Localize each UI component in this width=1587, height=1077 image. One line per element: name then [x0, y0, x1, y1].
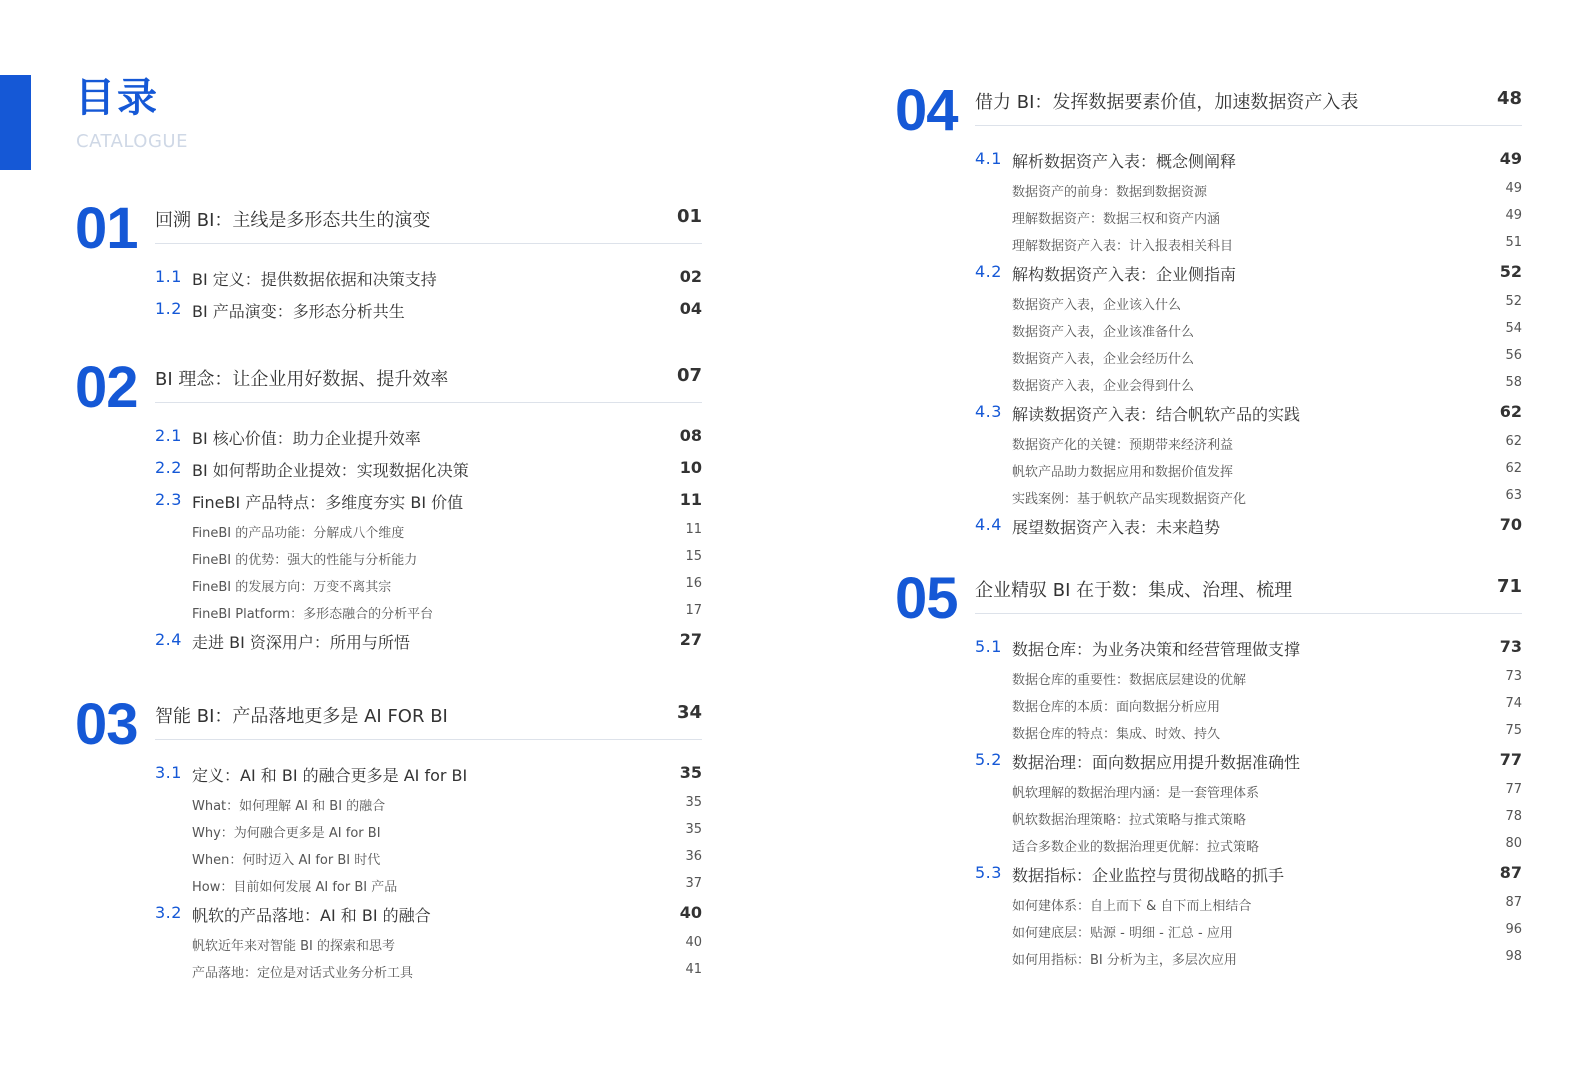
subsection-page-number: 35: [685, 795, 702, 810]
section-title: 解析数据资产入表：概念侧阐释: [1012, 152, 1237, 171]
section-entry[interactable]: [975, 858, 1522, 890]
subsection-page-number: 54: [1505, 321, 1522, 336]
subsection-entry[interactable]: [155, 957, 702, 984]
chapter-entries: [155, 262, 702, 326]
chapter-04: [895, 78, 1522, 542]
subsection-title: What：如何理解 AI 和 BI 的融合: [192, 799, 386, 814]
subsection-entry[interactable]: [975, 718, 1522, 745]
subsection-page-number: 49: [1505, 181, 1522, 196]
subsection-page-number: 75: [1505, 723, 1522, 738]
subsection-title: FineBI Platform：多形态融合的分析平台: [192, 607, 434, 622]
subsection-title: FineBI 的发展方向：万变不离其宗: [192, 580, 392, 595]
section-page-number: 62: [1499, 402, 1522, 421]
section-number: 2.4: [155, 630, 182, 649]
section-number: 2.1: [155, 426, 182, 445]
subsection-entry[interactable]: [975, 370, 1522, 397]
subsection-title: 适合多数企业的数据治理更优解：拉式策略: [1012, 840, 1260, 855]
section-page-number: 77: [1499, 750, 1522, 769]
section-title: 数据治理：面向数据应用提升数据准确性: [1012, 753, 1301, 772]
subsection-title: How：目前如何发展 AI for BI 产品: [192, 880, 398, 895]
subsection-title: When：何时迈入 AI for BI 时代: [192, 853, 381, 868]
subsection-entry[interactable]: [155, 817, 702, 844]
subsection-entry[interactable]: [975, 777, 1522, 804]
section-title: BI 如何帮助企业提效：实现数据化决策: [192, 461, 469, 480]
section-page-number: 08: [679, 426, 702, 445]
subsection-entry[interactable]: [975, 890, 1522, 917]
subsection-entry[interactable]: [975, 831, 1522, 858]
subsection-page-number: 73: [1505, 669, 1522, 684]
section-page-number: 27: [679, 630, 702, 649]
subsection-title: 数据资产入表，企业该准备什么: [1012, 325, 1195, 340]
section-number: 4.3: [975, 402, 1002, 421]
section-title: BI 产品演变：多形态分析共生: [192, 302, 405, 321]
section-number: 3.1: [155, 763, 182, 782]
section-number: 5.2: [975, 750, 1002, 769]
section-number: 2.2: [155, 458, 182, 477]
chapter-divider: [975, 125, 1522, 126]
subsection-title: 如何用指标：BI 分析为主，多层次应用: [1012, 953, 1237, 968]
section-page-number: 11: [679, 490, 702, 509]
subsection-entry[interactable]: [975, 176, 1522, 203]
section-entry[interactable]: [155, 758, 702, 790]
chapter-02: [75, 355, 702, 657]
subsection-page-number: 98: [1505, 949, 1522, 964]
subsection-entry[interactable]: [975, 804, 1522, 831]
section-number: 1.2: [155, 299, 182, 318]
subsection-title: 数据资产入表，企业会得到什么: [1012, 379, 1195, 394]
section-number: 2.3: [155, 490, 182, 509]
chapter-number: 05: [895, 566, 958, 631]
chapter-number: 01: [75, 196, 138, 261]
section-entry[interactable]: [975, 257, 1522, 289]
section-entry[interactable]: [975, 510, 1522, 542]
subsection-title: 数据资产化的关键：预期带来经济利益: [1012, 438, 1234, 453]
subsection-entry[interactable]: [975, 203, 1522, 230]
subsection-entry[interactable]: [975, 456, 1522, 483]
subsection-page-number: 52: [1505, 294, 1522, 309]
section-entry[interactable]: [155, 262, 702, 294]
toc-right-column: [895, 78, 1522, 971]
section-title: 数据指标：企业监控与贯彻战略的抓手: [1012, 866, 1285, 885]
chapter-title: BI 理念：让企业用好数据、提升效率: [155, 369, 449, 390]
section-page-number: 70: [1499, 515, 1522, 534]
chapter-heading[interactable]: [895, 78, 1522, 144]
chapter-divider: [155, 243, 702, 244]
chapter-divider: [975, 613, 1522, 614]
subsection-page-number: 63: [1505, 488, 1522, 503]
subsection-page-number: 41: [685, 962, 702, 977]
chapter-entries: [155, 421, 702, 657]
subsection-entry[interactable]: [975, 343, 1522, 370]
chapter-divider: [155, 739, 702, 740]
subsection-title: 实践案例：基于帆软产品实现数据资产化: [1012, 492, 1247, 507]
subsection-page-number: 37: [685, 876, 702, 891]
subsection-page-number: 62: [1505, 461, 1522, 476]
section-entry[interactable]: [975, 632, 1522, 664]
chapter-title: 企业精驭 BI 在于数：集成、治理、梳理: [975, 580, 1293, 601]
section-entry[interactable]: [975, 397, 1522, 429]
chapter-page-number: 48: [1496, 88, 1522, 109]
subsection-entry[interactable]: [975, 316, 1522, 343]
section-title: BI 定义：提供数据依据和决策支持: [192, 270, 437, 289]
section-title: 帆软的产品落地：AI 和 BI 的融合: [192, 906, 431, 925]
subsection-page-number: 49: [1505, 208, 1522, 223]
subsection-entry[interactable]: [155, 571, 702, 598]
chapter-05: [895, 566, 1522, 971]
subsection-page-number: 80: [1505, 836, 1522, 851]
subsection-entry[interactable]: [975, 944, 1522, 971]
chapter-page-number: 07: [676, 365, 702, 386]
chapter-page-number: 34: [676, 702, 702, 723]
section-number: 4.4: [975, 515, 1002, 534]
chapter-divider: [155, 402, 702, 403]
chapter-entries: [155, 758, 702, 984]
section-title: FineBI 产品特点：多维度夯实 BI 价值: [192, 493, 464, 512]
chapter-03: [75, 692, 702, 984]
section-page-number: 35: [679, 763, 702, 782]
subsection-title: 如何建底层：贴源 - 明细 - 汇总 - 应用: [1012, 926, 1233, 941]
section-entry[interactable]: [155, 625, 702, 657]
subsection-title: 数据资产的前身：数据到数据资源: [1012, 185, 1208, 200]
section-title: 解构数据资产入表：企业侧指南: [1012, 265, 1237, 284]
subsection-page-number: 78: [1505, 809, 1522, 824]
subsection-title: FineBI 的产品功能：分解成八个维度: [192, 526, 405, 541]
section-number: 4.1: [975, 149, 1002, 168]
subsection-entry[interactable]: [975, 289, 1522, 316]
section-title: 定义：AI 和 BI 的融合更多是 AI for BI: [192, 766, 468, 785]
subsection-title: 产品落地：定位是对话式业务分析工具: [192, 966, 414, 981]
section-page-number: 49: [1499, 149, 1522, 168]
subsection-title: FineBI 的优势：强大的性能与分析能力: [192, 553, 418, 568]
subsection-title: 帆软数据治理策略：拉式策略与推式策略: [1012, 813, 1247, 828]
subsection-title: 数据仓库的特点：集成、时效、持久: [1012, 727, 1221, 742]
chapter-heading[interactable]: [75, 355, 702, 421]
subsection-page-number: 51: [1505, 235, 1522, 250]
subsection-entry[interactable]: [155, 517, 702, 544]
subsection-page-number: 96: [1505, 922, 1522, 937]
section-number: 5.3: [975, 863, 1002, 882]
section-entry[interactable]: [155, 421, 702, 453]
subsection-page-number: 11: [685, 522, 702, 537]
chapter-page-number: 01: [676, 206, 702, 227]
chapter-entries: [975, 632, 1522, 971]
subsection-title: 帆软理解的数据治理内涵：是一套管理体系: [1012, 786, 1260, 801]
chapter-number: 04: [895, 78, 958, 143]
subsection-entry[interactable]: [155, 871, 702, 898]
subsection-page-number: 77: [1505, 782, 1522, 797]
subsection-page-number: 74: [1505, 696, 1522, 711]
page-subtitle: CATALOGUE: [76, 131, 188, 152]
chapter-heading[interactable]: [75, 196, 702, 262]
section-number: 5.1: [975, 637, 1002, 656]
chapter-heading[interactable]: [75, 692, 702, 758]
section-title: 走进 BI 资深用户：所用与所悟: [192, 633, 410, 652]
section-title: 展望数据资产入表：未来趋势: [1012, 518, 1221, 537]
subsection-title: 数据资产入表，企业会经历什么: [1012, 352, 1195, 367]
subsection-entry[interactable]: [975, 483, 1522, 510]
subsection-page-number: 62: [1505, 434, 1522, 449]
subsection-title: 数据仓库的本质：面向数据分析应用: [1012, 700, 1221, 715]
section-page-number: 52: [1499, 262, 1522, 281]
subsection-page-number: 40: [685, 935, 702, 950]
subsection-entry[interactable]: [975, 917, 1522, 944]
chapter-number: 03: [75, 692, 138, 757]
section-entry[interactable]: [155, 485, 702, 517]
subsection-page-number: 56: [1505, 348, 1522, 363]
subsection-entry[interactable]: [155, 790, 702, 817]
chapter-01: [75, 196, 702, 326]
section-page-number: 40: [679, 903, 702, 922]
subsection-page-number: 36: [685, 849, 702, 864]
section-entry[interactable]: [155, 294, 702, 326]
section-page-number: 02: [679, 267, 702, 286]
chapter-title: 智能 BI：产品落地更多是 AI FOR BI: [155, 706, 448, 727]
section-entry[interactable]: [975, 745, 1522, 777]
subsection-title: 数据仓库的重要性：数据底层建设的优解: [1012, 673, 1247, 688]
subsection-page-number: 87: [1505, 895, 1522, 910]
section-title: 数据仓库：为业务决策和经营管理做支撑: [1012, 640, 1301, 659]
subsection-title: 理解数据资产：数据三权和资产内涵: [1012, 212, 1221, 227]
chapter-page-number: 71: [1496, 576, 1522, 597]
section-entry[interactable]: [155, 898, 702, 930]
section-page-number: 04: [679, 299, 702, 318]
subsection-entry[interactable]: [975, 230, 1522, 257]
subsection-title: 理解数据资产入表：计入报表相关科目: [1012, 239, 1234, 254]
subsection-entry[interactable]: [155, 844, 702, 871]
section-number: 3.2: [155, 903, 182, 922]
section-title: BI 核心价值：助力企业提升效率: [192, 429, 421, 448]
subsection-title: 如何建体系：自上而下 & 自下而上相结合: [1012, 899, 1252, 914]
subsection-title: 帆软近年来对智能 BI 的探索和思考: [192, 939, 396, 954]
page-title: 目录: [75, 75, 159, 121]
subsection-page-number: 16: [685, 576, 702, 591]
subsection-entry[interactable]: [975, 664, 1522, 691]
section-title: 解读数据资产入表：结合帆软产品的实践: [1012, 405, 1301, 424]
toc-left-column: [75, 196, 702, 984]
section-entry[interactable]: [975, 144, 1522, 176]
chapter-heading[interactable]: [895, 566, 1522, 632]
subsection-page-number: 17: [685, 603, 702, 618]
section-page-number: 10: [679, 458, 702, 477]
accent-bar: [0, 75, 31, 170]
chapter-title: 借力 BI：发挥数据要素价值，加速数据资产入表: [975, 92, 1359, 113]
section-number: 4.2: [975, 262, 1002, 281]
subsection-title: 数据资产入表，企业该入什么: [1012, 298, 1182, 313]
subsection-page-number: 35: [685, 822, 702, 837]
subsection-entry[interactable]: [155, 544, 702, 571]
section-page-number: 87: [1499, 863, 1522, 882]
subsection-page-number: 15: [685, 549, 702, 564]
subsection-title: 帆软产品助力数据应用和数据价值发挥: [1012, 465, 1234, 480]
section-number: 1.1: [155, 267, 182, 286]
section-entry[interactable]: [155, 453, 702, 485]
chapter-title: 回溯 BI：主线是多形态共生的演变: [155, 210, 431, 231]
section-page-number: 73: [1499, 637, 1522, 656]
subsection-title: Why：为何融合更多是 AI for BI: [192, 826, 381, 841]
subsection-entry[interactable]: [975, 691, 1522, 718]
subsection-entry[interactable]: [155, 598, 702, 625]
chapter-number: 02: [75, 355, 138, 420]
chapter-entries: [975, 144, 1522, 542]
subsection-page-number: 58: [1505, 375, 1522, 390]
subsection-entry[interactable]: [975, 429, 1522, 456]
subsection-entry[interactable]: [155, 930, 702, 957]
